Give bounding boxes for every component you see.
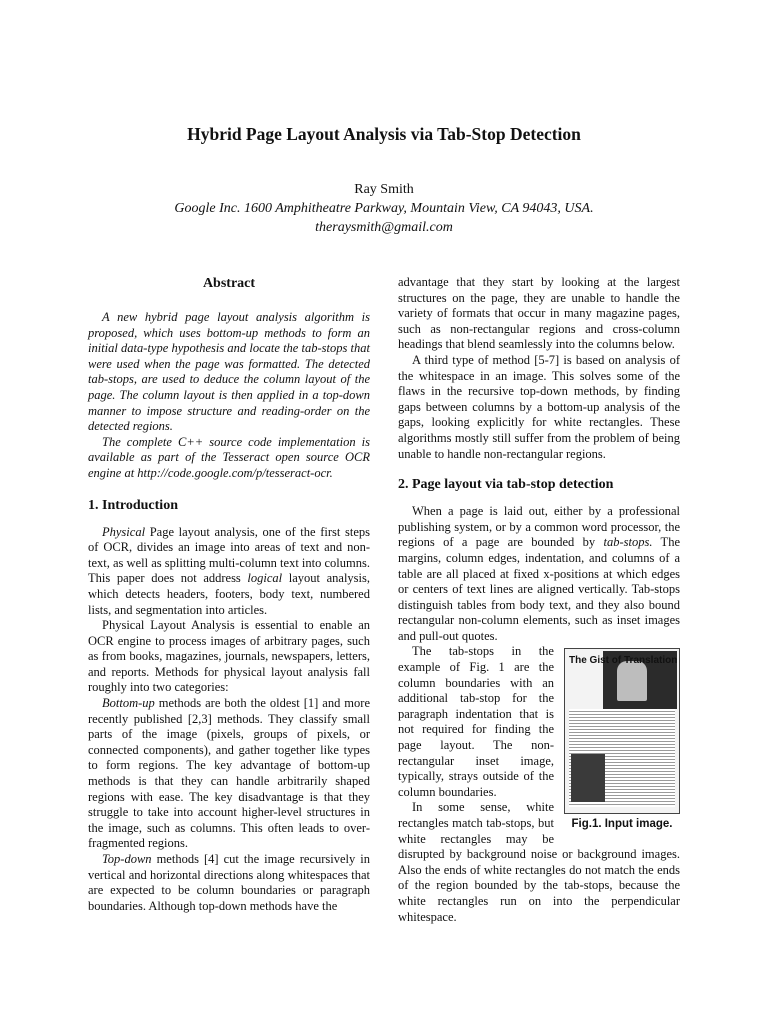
intro-emphasis-top-down: Top-down <box>102 852 152 866</box>
author-name: Ray Smith <box>354 182 414 197</box>
author-block <box>0 180 768 237</box>
intro-paragraph-5: A third type of method [5-7] is based on analysis of the whitespace in an image. This solves some of the flaws in the recursive top-down methods, by finding gaps between columns by a bottom-up analysis of the gaps, looking explicitly for white rectangles. These algorithms mostly still suffer from the problem of being unable to handle non-rectangular regions. <box>398 352 680 461</box>
author-affiliation: Google Inc. 1600 Amphitheatre Parkway, Mountain View, CA 94043, USA. <box>174 201 594 216</box>
section-2-heading: 2. Page layout via tab-stop detection <box>398 477 614 493</box>
figure-1-caption: Fig.1. Input image. <box>571 818 673 831</box>
section-2-paragraph-1-text-b: The margins, column edges, indentation, and columns of a table are all placed at fixed x-positions at which edges or centers of text lines are aligned vertically. Tab-stops distinguish tables from body text, and they also bound rectangular non-column elements, such as inset images and pull-out quotes. <box>398 535 680 643</box>
section-1-heading: 1. Introduction <box>88 497 178 513</box>
section-2-emphasis-tab-stops: tab-stops. <box>603 535 653 550</box>
intro-paragraph-3-text: methods are both the oldest [1] and more recently published [2,3] methods. They classify small parts of the image (pixels, groups of pixels, or connected components), and gather together like types to form regions. The key advantage of bottom-up methods is that they can handle arbitrarily shaped regions with ease. The key disadvantage is that they struggle to take into account higher-level structures in the image, such as columns. This often leads to over-fragmented regions. <box>88 696 370 851</box>
intro-paragraph-2: Physical Layout Analysis is essential to enable an OCR engine to process images of arbitrary pages, such as from books, magazines, journals, newspapers, letters, and reports. Methods for physical layout analysis fall roughly into two categories: <box>88 618 370 695</box>
intro-paragraph-4-continued: advantage that they start by looking at the largest structures on the page, they are unable to handle the variety of formats that occur in many magazine pages, such as non-rectangular regions and cross-column headings that blend seamlessly into the columns below. <box>398 275 680 352</box>
figure-photo-subject <box>617 661 647 701</box>
figure-1 <box>564 648 680 833</box>
intro-paragraph-4-text: methods [4] cut the image recursively in vertical and horizontal directions along whitespaces that are expected to be column boundaries or paragraph boundaries. Although top-down methods have the <box>88 852 370 913</box>
intro-paragraph-3 <box>88 696 370 852</box>
intro-emphasis-bottom-up: Bottom-up <box>102 696 155 711</box>
figure-photo-bottom <box>571 754 605 802</box>
paper-title: Hybrid Page Layout Analysis via Tab-Stop Detection <box>187 124 581 144</box>
intro-paragraph-4 <box>88 852 370 914</box>
intro-paragraph-1 <box>88 525 370 619</box>
abstract <box>88 275 370 482</box>
section-2-paragraph-1-text-a: When a page is laid out, either by a professional publishing system, or by a common word processor, the regions of a page are bounded by <box>398 504 680 550</box>
intro-paragraph-1-text-a: Page layout analysis, one of the first steps of OCR, divides an image into areas of text and non-text, as well as splitting multi-column text into columns. This paper does not address <box>88 524 370 586</box>
section-2-paragraph-1 <box>398 504 680 644</box>
intro-paragraph-1-text-b: layout analysis, which detects headers, footers, body text, numbered lists, and segmentation into articles. <box>88 571 371 617</box>
figure-inset-heading: The Gist of Translation <box>569 655 678 667</box>
intro-emphasis-physical: Physical <box>102 524 146 539</box>
right-column <box>398 275 680 925</box>
abstract-paragraph-2: The complete C++ source code implementation is available as part of the Tesseract open source OCR engine at http://code.google.com/p/tesseract-ocr. <box>88 434 370 480</box>
intro-emphasis-logical: logical <box>247 571 283 586</box>
abstract-paragraph-1: A new hybrid page layout analysis algorithm is proposed, which uses bottom-up methods to form an initial data-type hypothesis and locate the tab-stops that were used when the page was formatted. The detected tab-stops, are used to deduce the column layout of the page. The column layout is then applied in a top-down manner to impose structure and reading-order on the detected regions. <box>88 310 370 434</box>
left-column <box>88 275 370 914</box>
section-2-paragraph-2: The tab-stops in the example of Fig. 1 are the column boundaries with an additional tab-stop for the paragraph indentation that is not required for finding the page layout. The non-rectangular inset image, typically, strays outside of the column boundaries. <box>398 644 554 799</box>
section-2-paragraph-3: In some sense, white rectangles match tab-stops, but white rectangles may be disrupted by background noise or background images. Also the ends of white rectangles do not match the ends of the region bounded by the tab-stops, because the white rectangles run on into the perpendicular whitespace. <box>398 800 680 924</box>
abstract-heading: Abstract <box>202 276 256 291</box>
author-email: theraysmith@gmail.com <box>315 220 453 235</box>
figure-1-image <box>564 648 680 814</box>
